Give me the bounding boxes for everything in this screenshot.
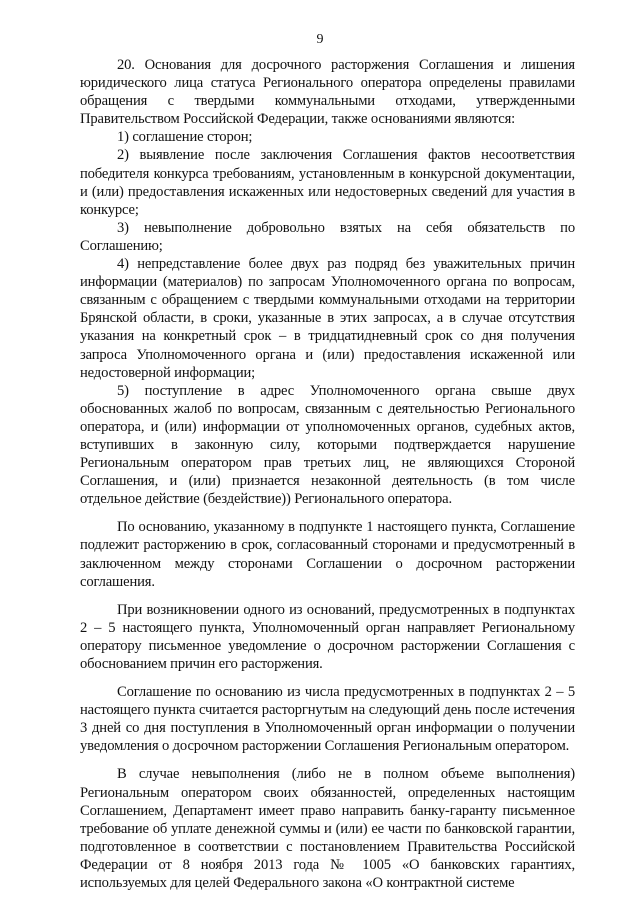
list-item-1: 1) соглашение сторон; [117, 129, 253, 146]
list-item-3: 3) невыполнение добровольно взятых на себя обязательств по Соглашению; [80, 219, 575, 254]
paragraph-termination-date: Соглашение по основанию из числа предусмотренных в подпунктах 2 – 5 настоящего пункта считается расторгнутым на следующий день после истечения 3 дней со дня поступления в Уполномоченный орган информации о получении уведомления о досрочном расторжении Соглашения Региональным оператором. [80, 684, 575, 755]
page-body [80, 56, 575, 892]
paragraph-bank-guarantee: В случае невыполнения (либо не в полном объеме выполнения) Региональным оператором своих обязанностей, определенных настоящим Соглашением, Департамент имеет право направить банку-гаранту письменное требование об уплате денежной суммы и (или) ее части по банковской гарантии, подготовленное в соответствии с постановлением Правительства Российской Федерации от 8 ноября 2013 года № 1005 «О банковских гарантиях, используемых для целей Федерального закона «О контрактной системе [80, 766, 575, 892]
list-item-4: 4) непредставление более двух раз подряд без уважительных причин информации (материалов) по запросам Уполномоченного органа по вопросам, связанным с обращением с твердыми коммунальными отходами на территории Брянской области, в сроки, указанные в этих запросах, а в случае отсутствия указания на конкретный срок – в тридцатидневный срок со дня получения запроса Уполномоченного органа и (или) предоставления искаженной или недостоверной информации; [80, 256, 575, 381]
list-item-5: 5) поступление в адрес Уполномоченного органа свыше двух обоснованных жалоб по вопросам, связанным с деятельностью Регионального оператора, и (или) информации от уполномоченных органов, судебных актов, вступивших в законную силу, которыми подтверждается нарушение Региональным оператором прав третьих лиц, не являющихся Стороной Соглашения, и (или) признается незаконной деятельность (в том числе отдельное действие (бездействие)) Регионального оператора. [80, 382, 575, 508]
list-item-2: 2) выявление после заключения Соглашения фактов несоответствия победителя конкурса требованиям, установленным в конкурсной документации, и (или) предоставления искаженных или недостоверных сведений для участия в конкурсе; [80, 147, 575, 218]
paragraph-termination-basis-1: По основанию, указанному в подпункте 1 настоящего пункта, Соглашение подлежит расторжению в срок, согласованный сторонами и предусмотренный в заключенном между сторонами Соглашении о досрочном расторжении соглашения. [80, 519, 575, 590]
paragraph-20-intro: 20. Основания для досрочного расторжения Соглашения и лишения юридического лица статуса Регионального оператора определены правилами обращения с твердыми коммунальными отходами, утвержденными Правительством Российской Федерации, также основаниями являются: [80, 57, 575, 128]
paragraph-notification: При возникновении одного из оснований, предусмотренных в подпунктах 2 – 5 настоящего пункта, Уполномоченный орган направляет Региональному оператору письменное уведомление о досрочном расторжении Соглашения с обоснованием причин его расторжения. [80, 601, 575, 672]
page-number: 9 [316, 32, 324, 47]
